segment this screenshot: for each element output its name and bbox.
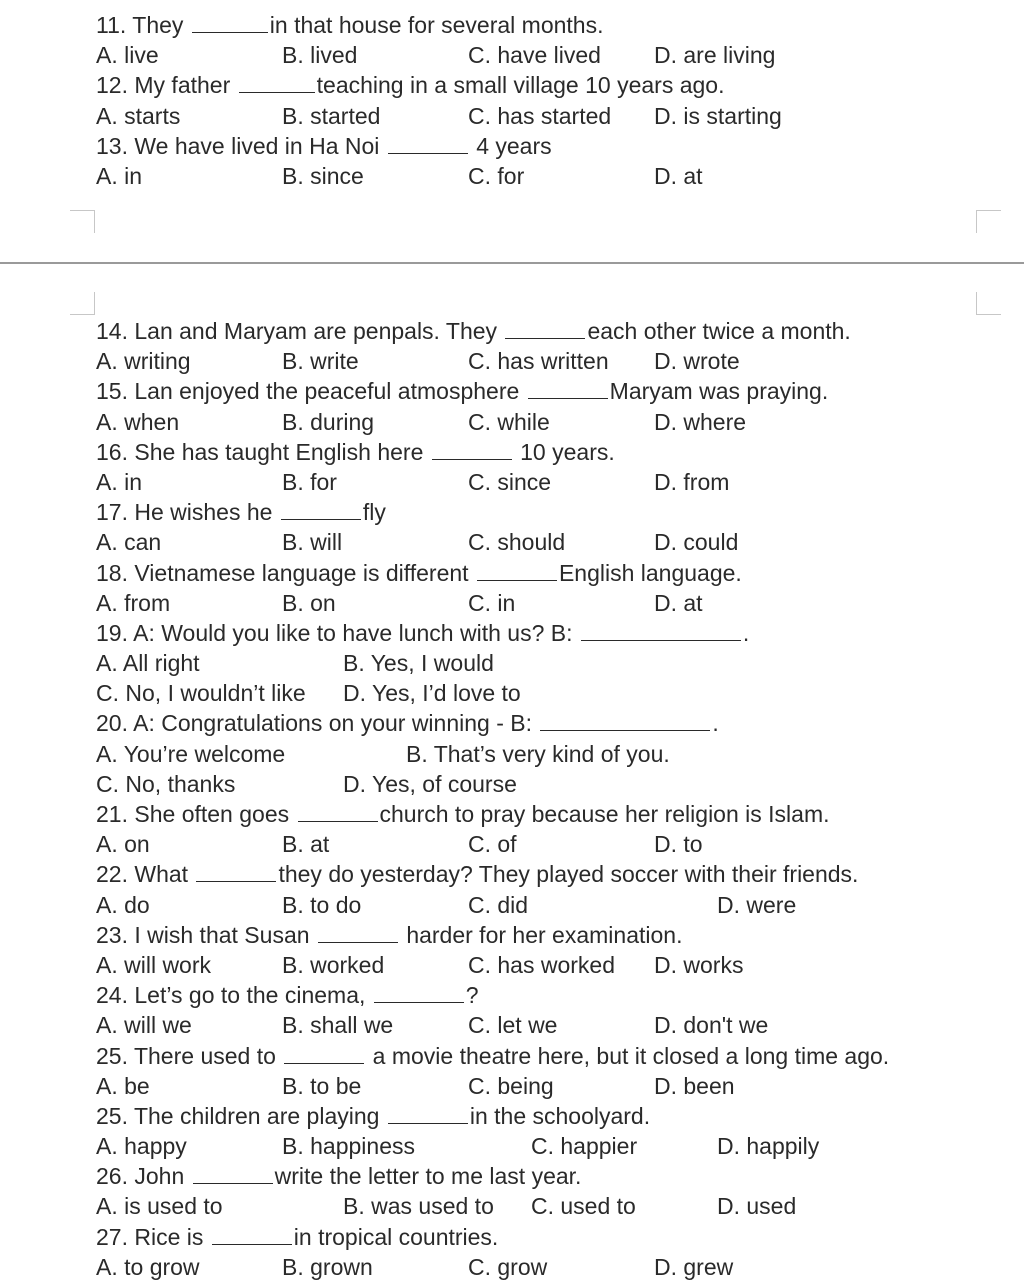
- option-d: D. works: [654, 950, 743, 980]
- option-d: D. at: [654, 161, 703, 191]
- question-text-after: English language.: [559, 560, 742, 586]
- option-b: B. Yes, I would: [343, 648, 494, 678]
- question-text-before: A: Congratulations on your winning - B:: [133, 710, 532, 736]
- question-number: 13.: [96, 133, 128, 159]
- answer-blank: [374, 982, 464, 1003]
- question-number: 20.: [96, 710, 128, 736]
- question-23: [0, 920, 1024, 950]
- question-16: [0, 437, 1024, 467]
- question-text-before: The children are playing: [134, 1103, 379, 1129]
- question-25: [0, 1041, 1024, 1071]
- question-list-page-2: [0, 316, 1024, 1282]
- option-d: D. were: [717, 890, 796, 920]
- option-a: A. is used to: [96, 1191, 223, 1221]
- question-text-after: in the schoolyard.: [470, 1103, 650, 1129]
- option-d: D. don't we: [654, 1010, 768, 1040]
- question-text-after: teaching in a small village 10 years ago.: [317, 72, 725, 98]
- question-text-before: She often goes: [134, 801, 289, 827]
- question-text-before: Rice is: [134, 1224, 203, 1250]
- option-a: A. from: [96, 588, 170, 618]
- option-c: C. being: [468, 1071, 554, 1101]
- option-c: C. used to: [531, 1191, 636, 1221]
- options-row: [0, 1010, 1024, 1040]
- option-d: D. are living: [654, 40, 775, 70]
- question-number: 18.: [96, 560, 128, 586]
- option-c: C. let we: [468, 1010, 557, 1040]
- question-number: 22.: [96, 861, 128, 887]
- page-corner-mark: [70, 210, 95, 233]
- question-11: [0, 10, 1024, 40]
- options-row: [0, 40, 1024, 70]
- question-text-after: write the letter to me last year.: [275, 1163, 582, 1189]
- question-number: 24.: [96, 982, 128, 1008]
- option-a: A. happy: [96, 1131, 187, 1161]
- answer-blank: [239, 72, 315, 93]
- options-row: [0, 1191, 1024, 1221]
- option-a: A. All right: [96, 648, 200, 678]
- answer-blank: [318, 922, 398, 943]
- answer-blank: [212, 1224, 292, 1245]
- question-text-after: 4 years: [476, 133, 551, 159]
- option-c: C. while: [468, 407, 550, 437]
- option-a: A. live: [96, 40, 159, 70]
- option-b: B. was used to: [343, 1191, 494, 1221]
- option-d: D. been: [654, 1071, 735, 1101]
- option-c: C. in: [468, 588, 515, 618]
- option-a: A. on: [96, 829, 150, 859]
- options-row: [0, 467, 1024, 497]
- option-a: A. writing: [96, 346, 191, 376]
- option-b: B. shall we: [282, 1010, 393, 1040]
- question-text-after: 10 years.: [520, 439, 615, 465]
- options-row: [0, 890, 1024, 920]
- answer-blank: [432, 439, 512, 460]
- question-number: 21.: [96, 801, 128, 827]
- question-number: 27.: [96, 1224, 128, 1250]
- answer-blank: [581, 620, 741, 641]
- answer-blank: [505, 318, 585, 339]
- question-text-after: .: [743, 620, 749, 646]
- question-text-before: We have lived in Ha Noi: [134, 133, 379, 159]
- question-number: 23.: [96, 922, 128, 948]
- page-1: [0, 0, 1024, 262]
- answer-blank: [540, 710, 710, 731]
- options-row: [0, 648, 1024, 678]
- question-text-before: Vietnamese language is different: [134, 560, 468, 586]
- options-row: [0, 739, 1024, 769]
- option-b: B. on: [282, 588, 336, 618]
- question-text-before: He wishes he: [134, 499, 272, 525]
- options-row: [0, 1131, 1024, 1161]
- option-c: C. for: [468, 161, 524, 191]
- page-corner-mark: [976, 210, 1001, 233]
- question-25-duplicate: [0, 1101, 1024, 1131]
- question-19: [0, 618, 1024, 648]
- option-a: A. You’re welcome: [96, 739, 285, 769]
- option-d: D. at: [654, 588, 703, 618]
- options-row: [0, 1071, 1024, 1101]
- question-text-after: they do yesterday? They played soccer with their friends.: [278, 861, 858, 887]
- question-text-after: fly: [363, 499, 386, 525]
- option-c: C. of: [468, 829, 517, 859]
- question-number: 15.: [96, 378, 128, 404]
- option-d: D. wrote: [654, 346, 740, 376]
- answer-blank: [193, 1163, 273, 1184]
- question-number: 25.: [96, 1043, 128, 1069]
- question-number: 14.: [96, 318, 128, 344]
- option-b: B. at: [282, 829, 329, 859]
- option-a: A. starts: [96, 101, 180, 131]
- question-text-before: My father: [134, 72, 230, 98]
- options-row: [0, 678, 1024, 708]
- question-text-before: A: Would you like to have lunch with us? B:: [133, 620, 572, 646]
- option-d: D. from: [654, 467, 729, 497]
- option-c: C. did: [468, 890, 528, 920]
- option-b: B. will: [282, 527, 342, 557]
- option-d: D. to: [654, 829, 703, 859]
- question-text-after: in that house for several months.: [270, 12, 604, 38]
- option-d: D. happily: [717, 1131, 819, 1161]
- option-c: C. has written: [468, 346, 609, 376]
- options-row: [0, 527, 1024, 557]
- options-row: [0, 829, 1024, 859]
- option-a: A. can: [96, 527, 161, 557]
- question-21: [0, 799, 1024, 829]
- options-row: [0, 950, 1024, 980]
- option-a: A. in: [96, 161, 142, 191]
- question-text-before: Lan enjoyed the peaceful atmosphere: [134, 378, 519, 404]
- option-a: A. do: [96, 890, 150, 920]
- question-text-after: ?: [466, 982, 479, 1008]
- question-number: 25.: [96, 1103, 128, 1129]
- question-text-before: She has taught English here: [134, 439, 423, 465]
- question-text-after: Maryam was praying.: [610, 378, 829, 404]
- options-row: [0, 1252, 1024, 1282]
- option-c: C. has started: [468, 101, 611, 131]
- question-text-before: John: [134, 1163, 184, 1189]
- options-row: [0, 588, 1024, 618]
- question-text-before: They: [132, 12, 183, 38]
- option-c: C. No, thanks: [96, 769, 235, 799]
- option-b: B. to be: [282, 1071, 361, 1101]
- question-20: [0, 708, 1024, 738]
- question-12: [0, 70, 1024, 100]
- question-24: [0, 980, 1024, 1010]
- option-b: B. worked: [282, 950, 384, 980]
- option-c: C. have lived: [468, 40, 601, 70]
- question-13: [0, 131, 1024, 161]
- option-d: D. used: [717, 1191, 796, 1221]
- question-15: [0, 376, 1024, 406]
- option-b: B. That’s very kind of you.: [406, 739, 670, 769]
- option-b: B. since: [282, 161, 364, 191]
- question-number: 19.: [96, 620, 128, 646]
- option-b: B. grown: [282, 1252, 373, 1282]
- question-number: 12.: [96, 72, 128, 98]
- option-d: D. is starting: [654, 101, 782, 131]
- question-text-before: What: [134, 861, 188, 887]
- question-14: [0, 316, 1024, 346]
- question-text-before: I wish that Susan: [134, 922, 309, 948]
- question-number: 11.: [96, 12, 126, 38]
- option-c: C. has worked: [468, 950, 615, 980]
- option-d: D. grew: [654, 1252, 733, 1282]
- answer-blank: [298, 801, 378, 822]
- options-row: [0, 346, 1024, 376]
- option-b: B. happiness: [282, 1131, 415, 1161]
- question-text-after: church to pray because her religion is Islam.: [380, 801, 830, 827]
- question-text-after: a movie theatre here, but it closed a long time ago.: [373, 1043, 890, 1069]
- answer-blank: [192, 12, 268, 33]
- answer-blank: [281, 499, 361, 520]
- option-a: A. to grow: [96, 1252, 200, 1282]
- options-row: [0, 101, 1024, 131]
- option-c: C. No, I wouldn’t like: [96, 678, 306, 708]
- options-row: [0, 161, 1024, 191]
- question-list-page-1: [0, 10, 1024, 191]
- option-c: C. happier: [531, 1131, 637, 1161]
- option-d: D. Yes, I’d love to: [343, 678, 521, 708]
- question-text-after: each other twice a month.: [587, 318, 850, 344]
- question-number: 26.: [96, 1163, 128, 1189]
- option-a: A. will we: [96, 1010, 192, 1040]
- option-a: A. when: [96, 407, 179, 437]
- answer-blank: [388, 133, 468, 154]
- answer-blank: [477, 560, 557, 581]
- question-text-after: harder for her examination.: [406, 922, 682, 948]
- option-b: B. to do: [282, 890, 361, 920]
- answer-blank: [196, 861, 276, 882]
- question-text-before: There used to: [134, 1043, 276, 1069]
- option-b: B. during: [282, 407, 374, 437]
- answer-blank: [528, 378, 608, 399]
- option-c: C. grow: [468, 1252, 547, 1282]
- option-b: B. lived: [282, 40, 357, 70]
- question-17: [0, 497, 1024, 527]
- option-c: C. since: [468, 467, 551, 497]
- option-d: D. where: [654, 407, 746, 437]
- option-b: B. write: [282, 346, 359, 376]
- question-text-after: .: [712, 710, 718, 736]
- question-text-after: in tropical countries.: [294, 1224, 499, 1250]
- option-b: B. for: [282, 467, 337, 497]
- question-22: [0, 859, 1024, 889]
- answer-blank: [388, 1103, 468, 1124]
- option-a: A. will work: [96, 950, 211, 980]
- question-18: [0, 558, 1024, 588]
- option-d: D. Yes, of course: [343, 769, 517, 799]
- option-c: C. should: [468, 527, 565, 557]
- page-2: [0, 264, 1024, 1280]
- question-number: 17.: [96, 499, 128, 525]
- options-row: [0, 407, 1024, 437]
- question-27: [0, 1222, 1024, 1252]
- question-text-before: Let’s go to the cinema,: [134, 982, 365, 1008]
- option-b: B. started: [282, 101, 380, 131]
- option-a: A. in: [96, 467, 142, 497]
- question-text-before: Lan and Maryam are penpals. They: [134, 318, 497, 344]
- question-26: [0, 1161, 1024, 1191]
- answer-blank: [284, 1043, 364, 1064]
- options-row: [0, 769, 1024, 799]
- option-d: D. could: [654, 527, 738, 557]
- option-a: A. be: [96, 1071, 150, 1101]
- question-number: 16.: [96, 439, 128, 465]
